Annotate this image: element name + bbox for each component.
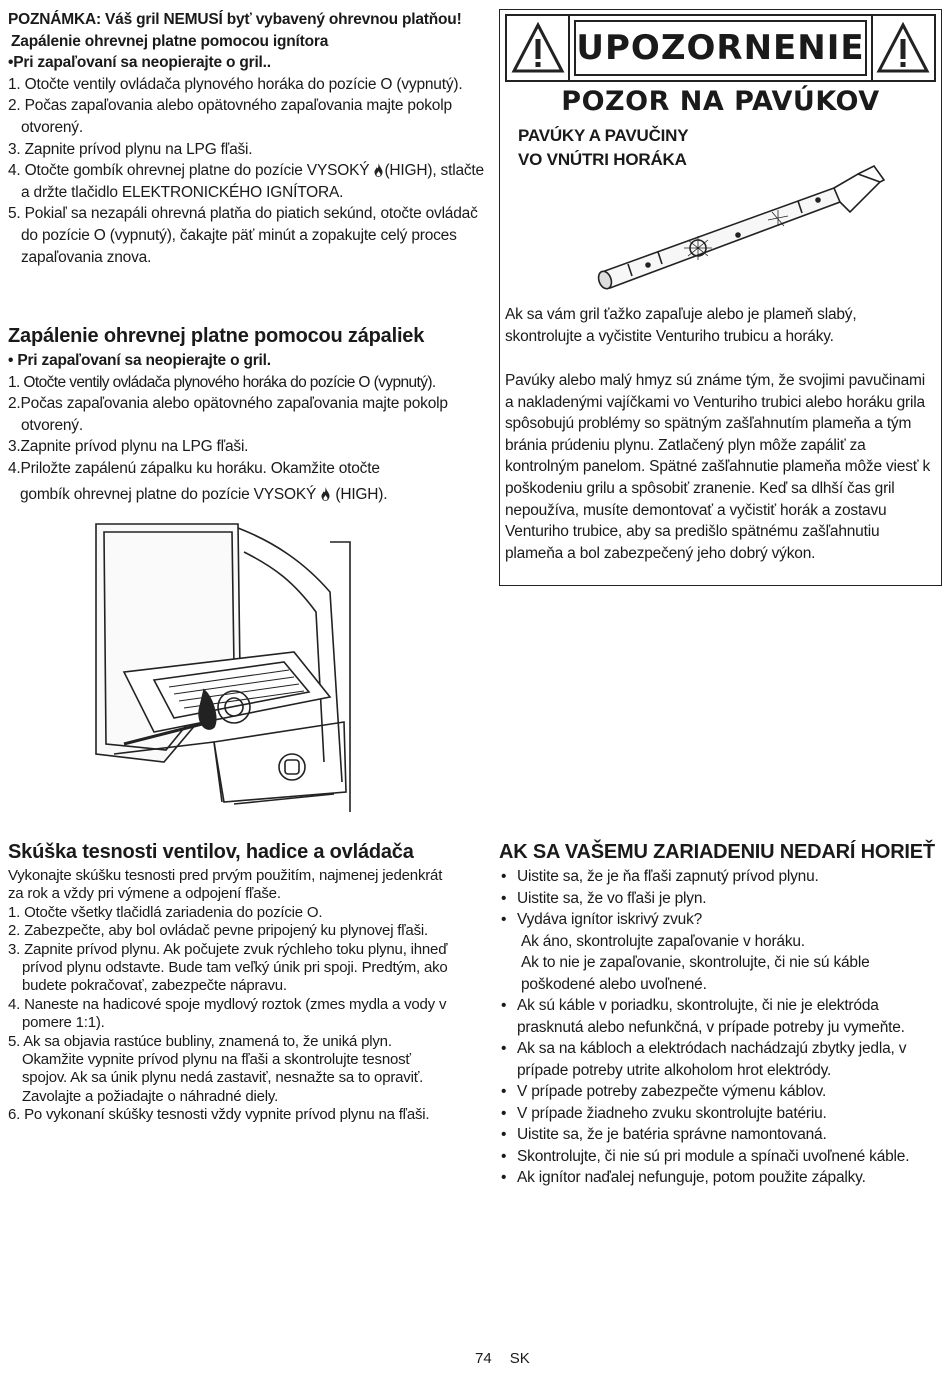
list-item: • Uistite sa, že vo fľaši je plyn. bbox=[499, 888, 944, 910]
page-footer bbox=[475, 1350, 530, 1367]
ignitor-title: Zapálenie ohrevnej platne pomocou ignítora bbox=[11, 32, 329, 50]
ignitor-step-4-a: 4. Otočte gombík ohrevnej platne do pozície VYSOKÝ bbox=[8, 162, 370, 180]
list-item: • V prípade žiadneho zvuku skontrolujte batériu. bbox=[499, 1103, 944, 1125]
warning-box bbox=[499, 9, 942, 586]
spider-title: POZOR NA PAVÚKOV bbox=[561, 86, 880, 117]
list-item: • Uistite sa, že je batéria správne namontovaná. bbox=[499, 1124, 944, 1146]
flame-icon bbox=[320, 487, 331, 501]
trouble-sub-1: Ak áno, skontrolujte zapaľovanie v horáku. bbox=[521, 932, 805, 950]
ignitor-step-2: 2. Počas zapaľovania alebo opätovného zapaľovania majte pokolp otvorený. bbox=[8, 97, 452, 136]
leak-test-section bbox=[8, 840, 448, 1125]
list-item: • Vydáva ignítor iskrivý zvuk? bbox=[499, 909, 944, 931]
grill-side-burner-illustration bbox=[94, 522, 354, 812]
spider-subtitle-1: PAVÚKY A PAVUČINY bbox=[518, 126, 689, 145]
list-item: • Uistite sa, že je ňa fľaši zapnutý prívod plynu. bbox=[499, 866, 944, 888]
leak-step-5: 5. Ak sa objavia rastúce bubliny, znamená to, že uniká plyn. Okamžite vypnite prívod plynu na fľaši a skontrolujte tesnosť spojov. Ak sa únik plynu nedá zastaviť, nesnažte sa to opraviť. Zavolajte a požiadajte o náhradné diely. bbox=[8, 1032, 424, 1105]
list-item: • Ak sú káble v poriadku, skontrolujte, či nie je elektróda prasknutá alebo nefunkčná, v prípade potreby ju vymeňte. bbox=[499, 995, 944, 1038]
ignitor-step-4 bbox=[8, 160, 488, 203]
match-step-4: 4.Priložte zapálenú zápalku ku horáku. Okamžite otočte bbox=[8, 459, 380, 477]
venturi-tube-illustration bbox=[588, 160, 888, 300]
troubleshooting-section bbox=[499, 840, 944, 1189]
leak-step-4: 4. Naneste na hadicové spoje mydlový roztok (zmes mydla a vody v pomere 1:1). bbox=[8, 995, 447, 1032]
list-item: • V prípade potreby zabezpečte výmenu káblov. bbox=[499, 1081, 944, 1103]
match-warning: • Pri zapaľovaní sa neopierajte o gril. bbox=[8, 352, 271, 369]
language-code: SK bbox=[509, 1350, 530, 1367]
match-title: Zapálenie ohrevnej platne pomocou zápaliek bbox=[8, 325, 425, 347]
leak-step-6: 6. Po vykonaní skúšky tesnosti vždy vypnite prívod plynu na fľaši. bbox=[8, 1106, 430, 1124]
trouble-list bbox=[499, 866, 944, 931]
trouble-list-2 bbox=[499, 995, 944, 1189]
page-number: 74 bbox=[475, 1350, 492, 1367]
warning-title: UPOZORNENIE bbox=[574, 20, 866, 76]
match-step-1: 1. Otočte ventily ovládača plynového horáka do pozície O (vypnutý). bbox=[8, 373, 436, 391]
warning-text-2: Pavúky alebo malý hmyz sú známe tým, že svojimi pavučinami a nakladenými vajíčkami vo Venturiho trubici alebo horáku grila spôsobujú problémy so spätným zašľahnutím plameňa a tým bránia prúdeniu plynu. Zatlačený plyn môže zapáliť za kontrolným panelom. Spätné zašľahnutie plameňa môže viesť k poškodeniu grilu a spôsobiť zranenie. Keď sa dlhší čas gril nepoužíva, musíte demontovať a vyčistiť horák a zostavu Venturiho trubice, aby sa predišlo spätnému zašľahnutiu plameňa a bol zabezpečený jeho dobrý výkon. bbox=[505, 372, 931, 562]
match-section bbox=[8, 324, 488, 505]
leak-intro: Vykonajte skúšku tesnosti pred prvým použitím, najmenej jedenkrát za rok a vždy pri výmene a odpojení fľaše. bbox=[8, 867, 443, 903]
spider-subtitle-2: VO VNÚTRI HORÁKA bbox=[518, 150, 687, 169]
match-step-4-b: gombík ohrevnej platne do pozície VYSOKÝ bbox=[20, 485, 317, 503]
match-step-4-c: (HIGH). bbox=[335, 485, 388, 503]
ignitor-step-5: 5. Pokiaľ sa nezapáli ohrevná platňa do piatich sekúnd, otočte ovládač do pozície O (vypnutý), čakajte päť minút a zopakujte celý proces zapaľovania znova. bbox=[8, 205, 478, 266]
leak-step-1: 1. Otočte všetky tlačidlá zariadenia do pozície O. bbox=[8, 903, 323, 921]
ignitor-step-4-b: (HIGH), stlačte a držte tlačidlo ELEKTRONICKÉHO IGNÍTORA. bbox=[21, 162, 484, 201]
leak-step-3: 3. Zapnite prívod plynu. Ak počujete zvuk rýchleho toku plynu, ihneď prívod plynu odstavte. Bude tam veľký únik pri spoji. Predtým, ako budete pokračovať, zabezpečte nápravu. bbox=[8, 940, 448, 995]
leak-step-2: 2. Zabezpečte, aby bol ovládač pevne pripojený ku plynovej fľaši. bbox=[8, 922, 428, 940]
trouble-title: AK SA VAŠEMU ZARIADENIU NEDARÍ HORIEŤ bbox=[499, 841, 935, 863]
leak-title: Skúška tesnosti ventilov, hadice a ovládača bbox=[8, 841, 414, 863]
note: POZNÁMKA: Váš gril NEMUSÍ byť vybavený ohrevnou platňou! bbox=[8, 11, 462, 28]
trouble-sub-2: Ak to nie je zapaľovanie, skontrolujte, či nie sú káble poškodené alebo uvoľnené. bbox=[521, 954, 870, 993]
warning-triangle-icon bbox=[507, 16, 570, 80]
match-step-4-cont bbox=[8, 484, 488, 506]
warning-triangle-icon bbox=[871, 16, 934, 80]
match-step-3: 3.Zapnite prívod plynu na LPG fľaši. bbox=[8, 438, 249, 456]
flame-icon bbox=[373, 163, 384, 177]
warning-text-1: Ak sa vám gril ťažko zapaľuje alebo je plameň slabý, skontrolujte a vyčistite Venturiho trubicu a horáky. bbox=[505, 306, 857, 345]
ignitor-section bbox=[8, 9, 488, 268]
ignitor-step-3: 3. Zapnite prívod plynu na LPG fľaši. bbox=[8, 140, 253, 158]
list-item: • Skontrolujte, či nie sú pri module a spínači uvoľnené káble. bbox=[499, 1146, 944, 1168]
ignitor-warning: •Pri zapaľovaní sa neopierajte o gril.. bbox=[8, 54, 271, 72]
list-item: • Ak sa na kábloch a elektródach nachádzajú zbytky jedla, v prípade potreby utrite alkoholom hrot elektródy. bbox=[499, 1038, 944, 1081]
warning-header bbox=[505, 14, 936, 82]
match-step-2: 2.Počas zapaľovania alebo opätovného zapaľovania majte pokolp otvorený. bbox=[8, 395, 448, 434]
ignitor-step-1: 1. Otočte ventily ovládača plynového horáka do pozície O (vypnutý). bbox=[8, 75, 463, 93]
list-item: • Ak ignítor naďalej nefunguje, potom použite zápalky. bbox=[499, 1167, 944, 1189]
